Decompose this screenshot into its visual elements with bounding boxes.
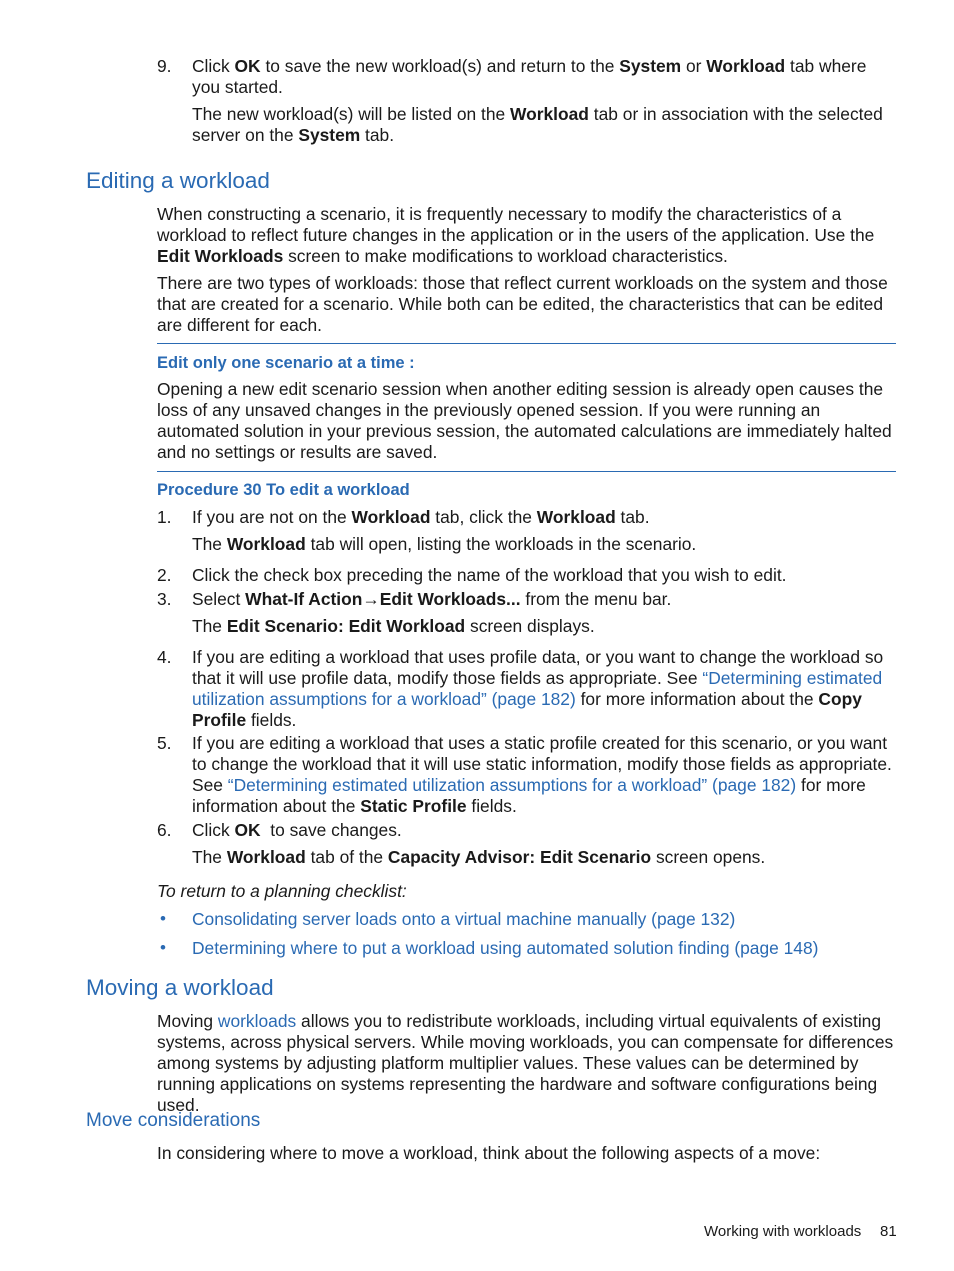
bullet-icon: • — [160, 938, 166, 957]
step-1-result: The Workload tab will open, listing the workloads in the scenario. — [192, 534, 697, 554]
step-number: 6. — [157, 820, 172, 840]
note-title: Edit only one scenario at a time : — [157, 354, 415, 372]
checklist-intro: To return to a planning checklist: — [157, 881, 407, 901]
note-top-rule — [157, 343, 896, 344]
footer-section-title: Working with workloads — [704, 1223, 862, 1240]
step-6-text: Click OK to save changes. — [192, 820, 402, 840]
move-considerations-paragraph: In considering where to move a workload, think about the following aspects of a move: — [157, 1143, 821, 1163]
editing-types-paragraph: There are two types of workloads: those that reflect current workloads on the system and those that are created for a scenario. While both can be edited, the characteristics that can be edited are different for each. — [157, 273, 888, 335]
moving-paragraph: Moving workloads allows you to redistribute workloads, including virtual equivalents of existing systems, across physical servers. While moving workloads, you can compensate for differences among systems by adjusting platform multiplier values. These values can be determined by running applications on systems representing the hardware and software configurations being used. — [157, 1011, 894, 1115]
step-number: 5. — [157, 733, 172, 753]
bullet-icon: • — [160, 909, 166, 928]
step-3-text: Select What-If Action→Edit Workloads... from the menu bar. — [192, 589, 672, 609]
step-1-text: If you are not on the Workload tab, click the Workload tab. — [192, 507, 650, 527]
cross-reference-link[interactable]: “Determining estimated utilization assumptions for a workload” (page 182) — [192, 668, 883, 709]
step-5-text: If you are editing a workload that uses a static profile created for this scenario, or you want to change the workload that it will use static information, modify those fields as appropriate. See “Determining estimated utilization assumptions for a workload” (page 182) for more information about the Static Profile fields. — [192, 733, 892, 816]
workloads-link[interactable]: workloads — [217, 1011, 297, 1031]
subsection-heading-move-considerations: Move considerations — [86, 1110, 261, 1131]
checklist-link[interactable]: Consolidating server loads onto a virtual machine manually (page 132) — [192, 909, 736, 929]
section-heading-moving: Moving a workload — [86, 975, 274, 1000]
step-number: 2. — [157, 565, 172, 585]
checklist-link[interactable]: Determining where to put a workload using automated solution finding (page 148) — [192, 938, 819, 958]
section-heading-editing: Editing a workload — [86, 168, 270, 193]
page-number: 81 — [880, 1223, 897, 1240]
arrow-icon: → — [362, 589, 380, 609]
cross-reference-link[interactable]: “Determining estimated utilization assumptions for a workload” (page 182) — [227, 775, 797, 795]
step-9-text: Click OK to save the new workload(s) and return to the System or Workload tab where you started. — [192, 56, 867, 97]
note-body: Opening a new edit scenario session when another editing session is already open causes the loss of any unsaved changes in the previously opened session. If you were running an automated solution in your previous session, the automated calculations are immediately halted and no settings or results are saved. — [157, 379, 892, 462]
step-number: 3. — [157, 589, 172, 609]
editing-intro-paragraph: When constructing a scenario, it is frequently necessary to modify the characteristics of a workload to reflect future changes in the application or in the users of the application. Use the Edit Workloads screen to make modifications to workload characteristics. — [157, 204, 875, 266]
step-number: 4. — [157, 647, 172, 667]
step-3-result: The Edit Scenario: Edit Workload screen displays. — [192, 616, 595, 636]
step-4-text: If you are editing a workload that uses profile data, or you want to change the workload so that it will use profile data, modify those fields as appropriate. See “Determining estimated utilization assumptions for a workload” (page 182) for more information about the Copy Profile fields. — [192, 647, 884, 730]
procedure-title: Procedure 30 To edit a workload — [157, 481, 410, 499]
step-number: 9. — [157, 56, 172, 76]
note-bottom-rule — [157, 471, 896, 472]
step-6-result: The Workload tab of the Capacity Advisor: Edit Scenario screen opens. — [192, 847, 766, 867]
step-9-result: The new workload(s) will be listed on the Workload tab or in association with the selected server on the System tab. — [192, 104, 883, 145]
step-2-text: Click the check box preceding the name of the workload that you wish to edit. — [192, 565, 787, 585]
step-number: 1. — [157, 507, 172, 527]
